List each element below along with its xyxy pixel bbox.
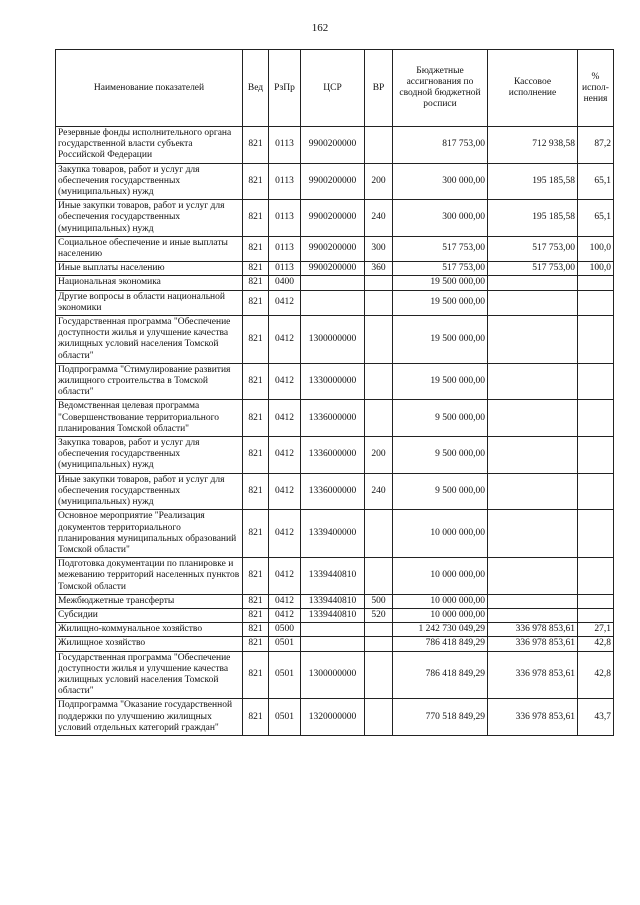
cell-vr: 200	[365, 163, 393, 200]
cell-rzpr: 0501	[269, 637, 301, 651]
cell-vr: 360	[365, 262, 393, 276]
cell-csr	[301, 276, 365, 290]
column-header-cash-execution: Кассовое исполнение	[488, 50, 578, 127]
cell-csr: 1300000000	[301, 316, 365, 364]
cell-percent: 42,8	[578, 637, 614, 651]
cell-csr: 9900200000	[301, 127, 365, 164]
cell-rzpr: 0501	[269, 651, 301, 699]
cell-name: Основное мероприятие "Реализация документов территориального планирования муниципальных образований Томской области"	[56, 510, 243, 558]
cell-cash-execution: 195 185,58	[488, 200, 578, 237]
cell-vr: 200	[365, 437, 393, 474]
table-row	[56, 699, 614, 736]
cell-vr: 520	[365, 608, 393, 622]
table-row	[56, 127, 614, 164]
table-row	[56, 316, 614, 364]
cell-rzpr: 0113	[269, 200, 301, 237]
table-row	[56, 637, 614, 651]
cell-cash-execution: 712 938,58	[488, 127, 578, 164]
table-row	[56, 276, 614, 290]
cell-ved: 821	[243, 163, 269, 200]
cell-name: Подпрограмма "Стимулирование развития жилищного строительства в Томской области"	[56, 363, 243, 400]
cell-assignments: 300 000,00	[393, 200, 488, 237]
cell-percent: 27,1	[578, 623, 614, 637]
cell-ved: 821	[243, 473, 269, 510]
cell-csr: 1339440810	[301, 608, 365, 622]
cell-name: Подпрограмма "Оказание государственной поддержки по улучшению жилищных условий отдельных категорий граждан"	[56, 699, 243, 736]
cell-rzpr: 0113	[269, 236, 301, 261]
table-row	[56, 651, 614, 699]
cell-vr: 500	[365, 594, 393, 608]
cell-csr: 1300000000	[301, 651, 365, 699]
cell-vr	[365, 510, 393, 558]
cell-rzpr: 0412	[269, 363, 301, 400]
header-row	[56, 50, 614, 127]
cell-csr	[301, 290, 365, 315]
cell-assignments: 1 242 730 049,29	[393, 623, 488, 637]
cell-vr	[365, 637, 393, 651]
cell-cash-execution	[488, 316, 578, 364]
cell-percent: 100,0	[578, 236, 614, 261]
column-header-rzpr: РзПр	[269, 50, 301, 127]
cell-csr: 1336000000	[301, 473, 365, 510]
cell-csr: 9900200000	[301, 262, 365, 276]
cell-cash-execution	[488, 363, 578, 400]
cell-assignments: 517 753,00	[393, 236, 488, 261]
cell-csr	[301, 623, 365, 637]
cell-cash-execution: 336 978 853,61	[488, 699, 578, 736]
cell-assignments: 786 418 849,29	[393, 637, 488, 651]
cell-vr	[365, 558, 393, 595]
cell-vr: 240	[365, 473, 393, 510]
cell-assignments: 817 753,00	[393, 127, 488, 164]
cell-assignments: 517 753,00	[393, 262, 488, 276]
cell-name: Жилищно-коммунальное хозяйство	[56, 623, 243, 637]
cell-percent	[578, 316, 614, 364]
cell-percent	[578, 363, 614, 400]
cell-assignments: 10 000 000,00	[393, 558, 488, 595]
cell-vr	[365, 363, 393, 400]
cell-percent	[578, 473, 614, 510]
column-header-name: Наименование показателей	[56, 50, 243, 127]
cell-vr	[365, 276, 393, 290]
cell-ved: 821	[243, 290, 269, 315]
cell-name: Государственная программа "Обеспечение доступности жилья и улучшение качества жилищных условий населения Томской области"	[56, 316, 243, 364]
cell-csr: 9900200000	[301, 236, 365, 261]
cell-percent: 87,2	[578, 127, 614, 164]
cell-name: Другие вопросы в области национальной экономики	[56, 290, 243, 315]
cell-percent: 100,0	[578, 262, 614, 276]
cell-name: Национальная экономика	[56, 276, 243, 290]
cell-cash-execution: 336 978 853,61	[488, 623, 578, 637]
cell-csr: 1330000000	[301, 363, 365, 400]
cell-percent	[578, 558, 614, 595]
cell-cash-execution	[488, 510, 578, 558]
cell-rzpr: 0412	[269, 594, 301, 608]
cell-name: Жилищное хозяйство	[56, 637, 243, 651]
cell-ved: 821	[243, 276, 269, 290]
cell-name: Социальное обеспечение и иные выплаты населению	[56, 236, 243, 261]
column-header-vr: ВР	[365, 50, 393, 127]
cell-name: Субсидии	[56, 608, 243, 622]
cell-percent: 65,1	[578, 163, 614, 200]
cell-ved: 821	[243, 651, 269, 699]
cell-percent	[578, 594, 614, 608]
cell-ved: 821	[243, 262, 269, 276]
cell-vr	[365, 127, 393, 164]
cell-ved: 821	[243, 200, 269, 237]
cell-cash-execution: 336 978 853,61	[488, 651, 578, 699]
table-row	[56, 236, 614, 261]
cell-percent	[578, 290, 614, 315]
cell-rzpr: 0412	[269, 510, 301, 558]
cell-cash-execution	[488, 594, 578, 608]
cell-rzpr: 0412	[269, 558, 301, 595]
cell-ved: 821	[243, 127, 269, 164]
cell-percent: 43,7	[578, 699, 614, 736]
cell-cash-execution	[488, 276, 578, 290]
cell-rzpr: 0412	[269, 400, 301, 437]
cell-csr: 1339400000	[301, 510, 365, 558]
column-header-assignments: Бюджетные ассигнования по сводной бюджетной росписи	[393, 50, 488, 127]
column-header-csr: ЦСР	[301, 50, 365, 127]
cell-assignments: 300 000,00	[393, 163, 488, 200]
table-row	[56, 510, 614, 558]
cell-csr: 9900200000	[301, 200, 365, 237]
cell-percent	[578, 400, 614, 437]
cell-rzpr: 0113	[269, 163, 301, 200]
table-row	[56, 608, 614, 622]
cell-cash-execution	[488, 437, 578, 474]
cell-cash-execution	[488, 400, 578, 437]
cell-assignments: 19 500 000,00	[393, 316, 488, 364]
cell-csr: 1336000000	[301, 400, 365, 437]
cell-assignments: 770 518 849,29	[393, 699, 488, 736]
cell-cash-execution	[488, 608, 578, 622]
cell-ved: 821	[243, 558, 269, 595]
cell-percent: 65,1	[578, 200, 614, 237]
cell-cash-execution	[488, 290, 578, 315]
table-row	[56, 290, 614, 315]
cell-cash-execution	[488, 473, 578, 510]
cell-name: Иные закупки товаров, работ и услуг для обеспечения государственных (муниципальных) нужд	[56, 200, 243, 237]
cell-ved: 821	[243, 699, 269, 736]
cell-ved: 821	[243, 623, 269, 637]
cell-percent: 42,8	[578, 651, 614, 699]
cell-ved: 821	[243, 363, 269, 400]
cell-assignments: 10 000 000,00	[393, 608, 488, 622]
cell-assignments: 786 418 849,29	[393, 651, 488, 699]
cell-vr	[365, 651, 393, 699]
cell-vr	[365, 290, 393, 315]
cell-ved: 821	[243, 594, 269, 608]
cell-assignments: 9 500 000,00	[393, 473, 488, 510]
cell-rzpr: 0412	[269, 473, 301, 510]
cell-csr: 1339440810	[301, 558, 365, 595]
cell-rzpr: 0113	[269, 127, 301, 164]
cell-rzpr: 0412	[269, 316, 301, 364]
cell-ved: 821	[243, 236, 269, 261]
cell-name: Иные выплаты населению	[56, 262, 243, 276]
cell-csr	[301, 637, 365, 651]
column-header-percent: % испол-нения	[578, 50, 614, 127]
cell-csr: 9900200000	[301, 163, 365, 200]
table-row	[56, 200, 614, 237]
cell-name: Государственная программа "Обеспечение доступности жилья и улучшение качества жилищных условий населения Томской области"	[56, 651, 243, 699]
cell-vr: 240	[365, 200, 393, 237]
cell-assignments: 10 000 000,00	[393, 510, 488, 558]
cell-csr: 1320000000	[301, 699, 365, 736]
cell-assignments: 10 000 000,00	[393, 594, 488, 608]
cell-percent	[578, 437, 614, 474]
cell-vr	[365, 699, 393, 736]
cell-cash-execution	[488, 558, 578, 595]
table-row	[56, 363, 614, 400]
table-row	[56, 473, 614, 510]
cell-csr: 1336000000	[301, 437, 365, 474]
cell-cash-execution: 336 978 853,61	[488, 637, 578, 651]
cell-name: Межбюджетные трансферты	[56, 594, 243, 608]
cell-ved: 821	[243, 437, 269, 474]
cell-ved: 821	[243, 400, 269, 437]
cell-rzpr: 0113	[269, 262, 301, 276]
cell-vr	[365, 316, 393, 364]
cell-assignments: 9 500 000,00	[393, 400, 488, 437]
cell-name: Ведомственная целевая программа "Совершенствование территориального планирования Томской области"	[56, 400, 243, 437]
cell-ved: 821	[243, 316, 269, 364]
table-row	[56, 400, 614, 437]
cell-assignments: 19 500 000,00	[393, 363, 488, 400]
table-row	[56, 163, 614, 200]
cell-csr: 1339440810	[301, 594, 365, 608]
cell-cash-execution: 517 753,00	[488, 236, 578, 261]
cell-percent	[578, 276, 614, 290]
table-row	[56, 594, 614, 608]
column-header-ved: Вед	[243, 50, 269, 127]
table-row	[56, 437, 614, 474]
budget-table	[55, 49, 614, 736]
cell-name: Закупка товаров, работ и услуг для обеспечения государственных (муниципальных) нужд	[56, 163, 243, 200]
cell-assignments: 19 500 000,00	[393, 276, 488, 290]
table-row	[56, 262, 614, 276]
cell-cash-execution: 517 753,00	[488, 262, 578, 276]
cell-ved: 821	[243, 510, 269, 558]
cell-percent	[578, 608, 614, 622]
cell-ved: 821	[243, 637, 269, 651]
cell-name: Резервные фонды исполнительного органа государственной власти субъекта Российской Федерации	[56, 127, 243, 164]
cell-rzpr: 0501	[269, 699, 301, 736]
cell-assignments: 9 500 000,00	[393, 437, 488, 474]
cell-vr	[365, 623, 393, 637]
cell-rzpr: 0412	[269, 290, 301, 315]
page-number: 162	[311, 22, 329, 34]
table-row	[56, 623, 614, 637]
cell-vr: 300	[365, 236, 393, 261]
cell-vr	[365, 400, 393, 437]
cell-name: Подготовка документации по планировке и межеванию территорий населенных пунктов Томской области	[56, 558, 243, 595]
cell-name: Закупка товаров, работ и услуг для обеспечения государственных (муниципальных) нужд	[56, 437, 243, 474]
cell-cash-execution: 195 185,58	[488, 163, 578, 200]
cell-ved: 821	[243, 608, 269, 622]
cell-rzpr: 0500	[269, 623, 301, 637]
cell-name: Иные закупки товаров, работ и услуг для обеспечения государственных (муниципальных) нужд	[56, 473, 243, 510]
cell-rzpr: 0412	[269, 608, 301, 622]
table-row	[56, 558, 614, 595]
cell-rzpr: 0412	[269, 437, 301, 474]
cell-percent	[578, 510, 614, 558]
cell-rzpr: 0400	[269, 276, 301, 290]
cell-assignments: 19 500 000,00	[393, 290, 488, 315]
